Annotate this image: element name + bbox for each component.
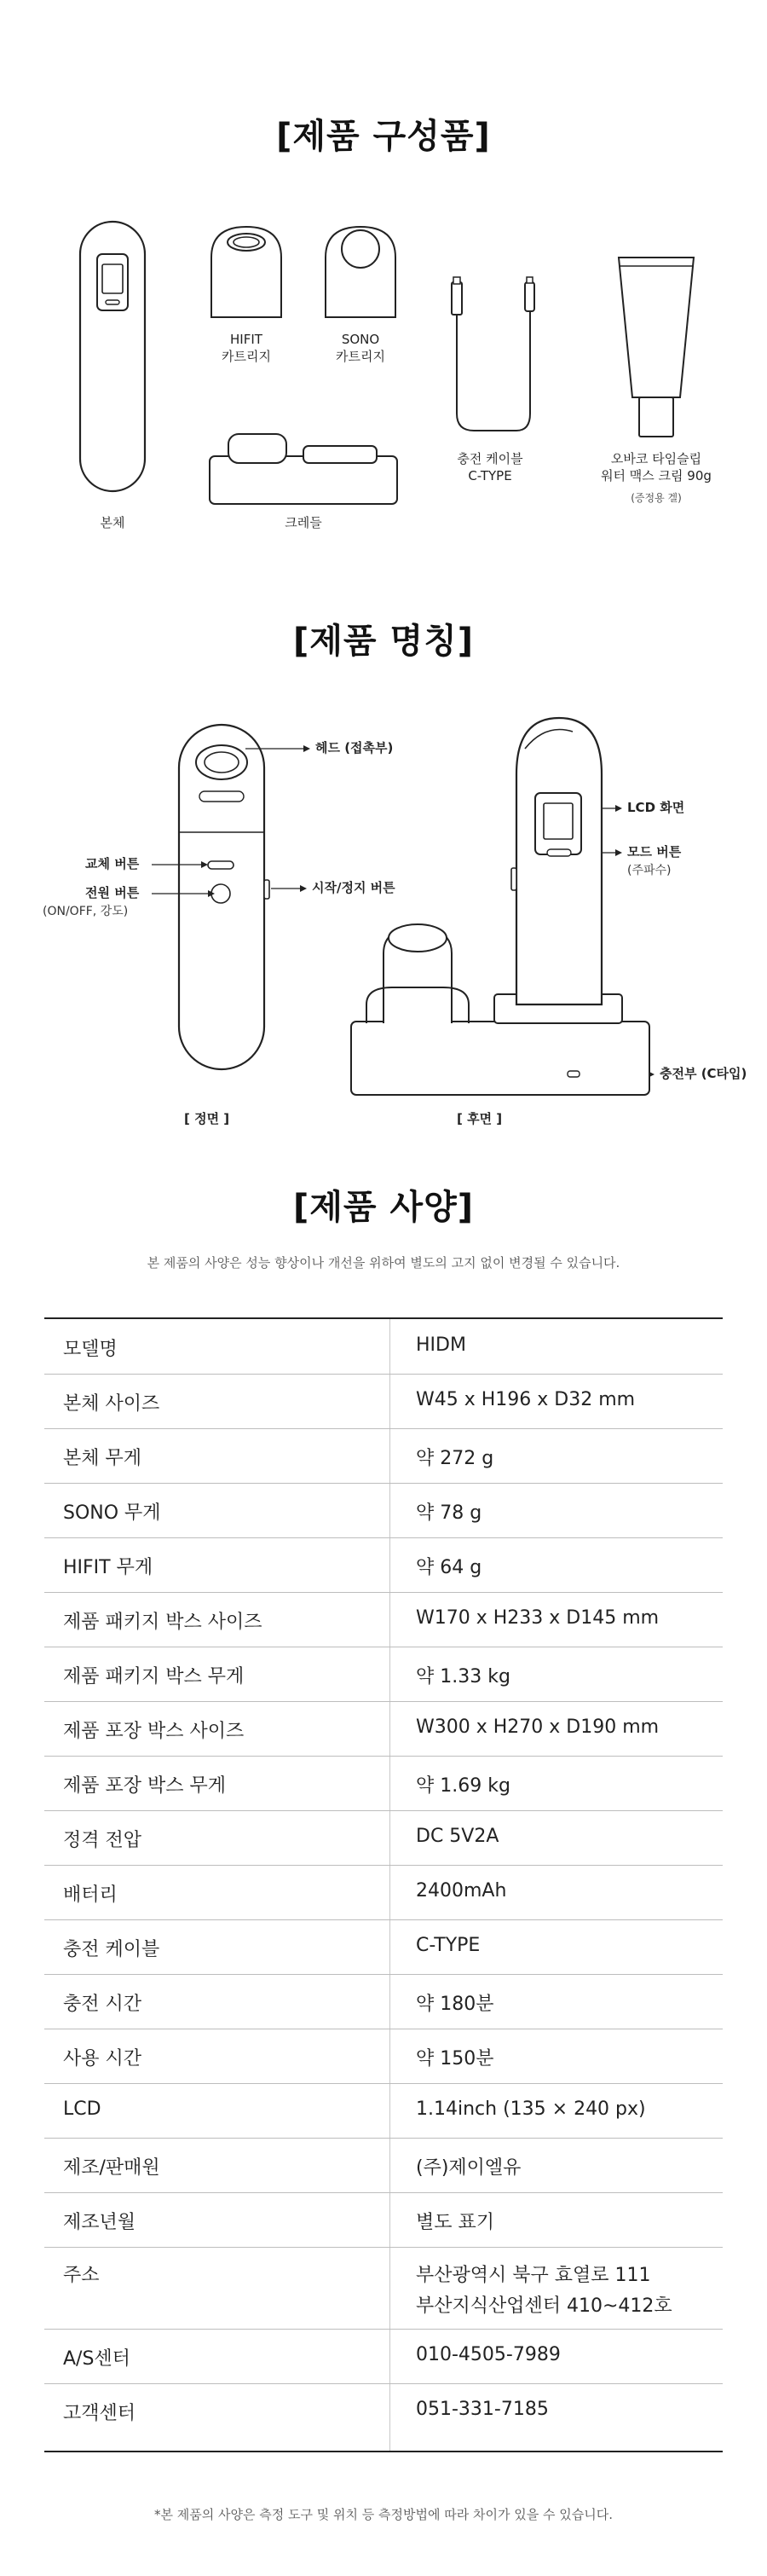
spec-value: DC 5V2A [416,1826,499,1847]
spec-key: 본체 사이즈 [63,1393,160,1415]
spec-value: 약 150분 [416,2048,494,2069]
swap-button-label: 교체 버튼 [85,856,140,871]
spec-value: (주)제이엘유 [416,2157,522,2179]
names-title: [제품 명칭] [292,622,475,661]
specs-title: [제품 사양] [292,1188,475,1227]
spec-key: 충전 케이블 [63,1939,160,1960]
spec-key: 제조년월 [63,2212,136,2233]
start-stop-label: 시작/정지 버튼 [312,880,395,895]
spec-key: 모델명 [63,1339,118,1360]
spec-value: 별도 표기 [416,2212,495,2233]
spec-row [44,1810,723,1866]
power-button-note: (ON/OFF, 강도) [43,905,129,918]
spec-key: A/S센터 [63,2348,130,2370]
spec-value: 부산광역시 북구 효열로 111 [416,2265,651,2286]
spec-value: 약 180분 [416,1994,494,2015]
head-label: 헤드 (접촉부) [315,740,394,755]
spec-row [44,1319,723,1375]
power-button-label: 전원 버튼 [85,885,140,900]
charging-port-label: 충전부 (C타입) [660,1066,747,1081]
sono-caption: SONO 카트리지 [336,332,385,364]
spec-row [44,1592,723,1647]
spec-value: W45 x H196 x D32 mm [416,1389,636,1410]
spec-key: 제품 패키지 박스 사이즈 [63,1612,262,1633]
spec-value: 2400mAh [416,1880,507,1902]
specs-footnote: *본 제품의 사양은 측정 도구 및 위치 등 측정방법에 따라 차이가 있을 수 있습니다. [154,2507,613,2522]
spec-row [44,2383,723,2438]
back-device-illustration [349,715,656,1098]
spec-value: 약 64 g [416,1557,482,1578]
spec-value-line2: 부산지식산업센터 410~412호 [416,2295,672,2317]
spec-value: 051-331-7185 [416,2399,549,2420]
spec-row [44,1374,723,1429]
spec-value: W300 x H270 x D190 mm [416,1716,660,1738]
spec-row [44,1701,723,1757]
spec-row [44,1647,723,1702]
spec-row [44,1428,723,1484]
spec-key: 제품 패키지 박스 무게 [63,1666,245,1687]
spec-key: 본체 무게 [63,1448,142,1469]
spec-row [44,2029,723,2084]
lcd-label: LCD 화면 [627,800,685,815]
spec-row [44,2138,723,2193]
spec-row [44,1483,723,1538]
hifit-caption: HIFIT 카트리지 [222,332,271,364]
spec-value: W170 x H233 x D145 mm [416,1607,660,1629]
spec-row [44,2192,723,2248]
spec-table [44,1317,723,2452]
spec-key: 정격 전압 [63,1830,142,1851]
spec-key: 주소 [63,2265,100,2286]
mode-button-note: (주파수) [627,864,672,877]
specs-notice: 본 제품의 사양은 성능 향상이나 개선을 위하여 별도의 고지 없이 변경될 수 있습니다. [147,1255,620,1271]
spec-row [44,1537,723,1593]
spec-key: 충전 시간 [63,1994,142,2015]
components-title: [제품 구성품] [276,117,491,156]
spec-value: C-TYPE [416,1935,481,1956]
cradle-caption: 크레들 [285,515,322,530]
spec-value: 약 272 g [416,1448,494,1469]
spec-key: 고객센터 [63,2403,136,2424]
main-body-caption: 본체 [100,515,125,530]
spec-row [44,1756,723,1811]
spec-row [44,2247,723,2330]
spec-value: 약 78 g [416,1502,482,1524]
spec-key: 사용 시간 [63,2048,142,2069]
spec-value: 약 1.33 kg [416,1666,510,1687]
spec-key: SONO 무게 [63,1502,161,1524]
spec-row [44,2329,723,2384]
cable-caption: 충전 케이블 C-TYPE [457,451,523,483]
spec-key: 제조/판매원 [63,2157,160,2179]
spec-value: HIDM [416,1334,466,1356]
spec-key: 제품 포장 박스 무게 [63,1775,226,1797]
cream-note: (증정용 겔) [631,492,682,504]
spec-value: 1.14inch (135 × 240 px) [416,2098,646,2120]
spec-key: LCD [63,2098,101,2120]
front-view-label: [ 정면 ] [184,1111,230,1126]
spec-row [44,2083,723,2139]
spec-key: 제품 포장 박스 사이즈 [63,1721,245,1742]
spec-key: HIFIT 무게 [63,1557,153,1578]
spec-row [44,1865,723,1920]
back-view-label: [ 후면 ] [457,1111,503,1126]
spec-key: 배터리 [63,1884,118,1906]
cream-caption: 오바코 타임슬립 워터 맥스 크림 90g [601,451,712,483]
mode-button-label: 모드 버튼 [627,844,682,860]
spec-row [44,1919,723,1975]
spec-value: 약 1.69 kg [416,1775,510,1797]
spec-value: 010-4505-7989 [416,2344,561,2365]
spec-row [44,1974,723,2029]
